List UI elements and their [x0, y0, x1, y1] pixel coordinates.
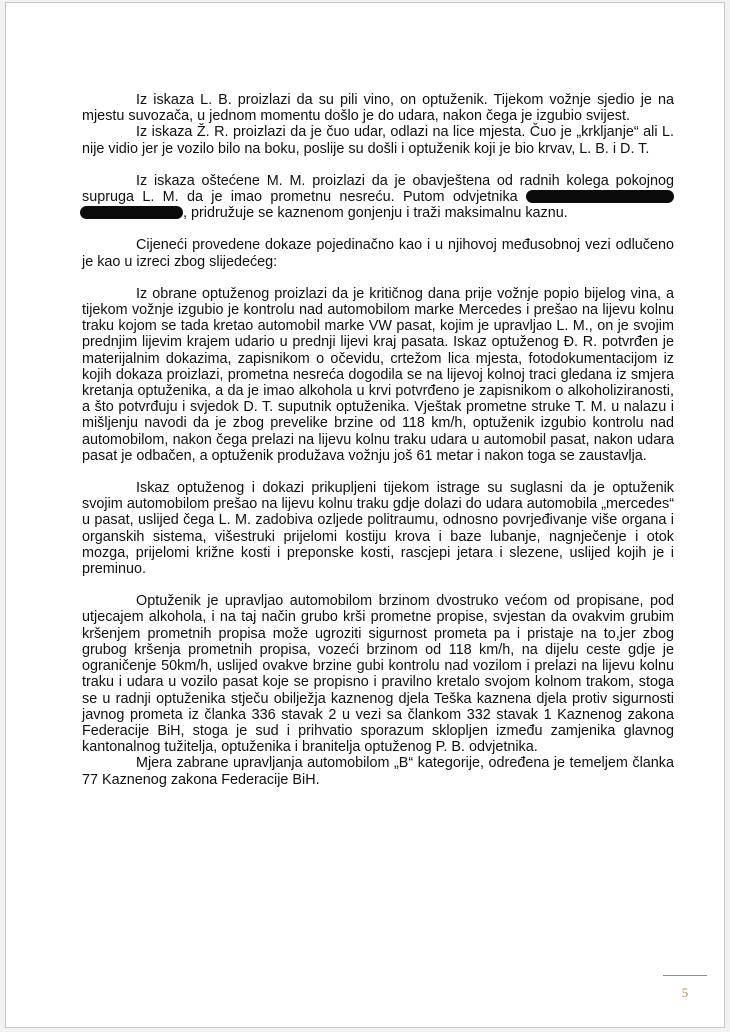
document-page — [5, 2, 725, 1028]
paragraph-investigation: Iskaz optuženog i dokazi prikupljeni tijekom istrage su suglasni da je optuženik svojim automobilom prešao na lijevu kolnu traku gdje dolazi do udara automobila „mercedes“ u pasat, uslijed čega L. M. zadobiva ozljede politraumu, odnosno povrjeđivanje više organa i organskih sistema, višestruki prijelomi kostiju krova i baze lubanje, nagnječenje i otok mozga, prijelomi križne kosti i preponske kosti, rascjepi jetara i slezene, uslijed kojih je i preminuo. — [82, 480, 674, 578]
paragraph-driving-ban: Mjera zabrane upravljanja automobilom „B“ kategorije, određena je temeljem članka 77 Kaznenog zakona Federacije BiH. — [82, 755, 674, 788]
page-number: 5 — [681, 985, 689, 1000]
paragraph-defense: Iz obrane optuženog proizlazi da je kritičnog dana prije vožnje popio bijelog vina, a tijekom vožnje izgubio je kontrolu nad automobilom marke Mercedes i prešao na lijevu kolnu traku kojom se tada kretao automobil marke VW pasat, kojim je upravljao L. M., on je svojim prednjim lijevim krajem udario u prednji lijevi kraj pasata. Iskaz optuženog Đ. R. potvrđen je materijalnim dokazima, zapisnikom o očevidu, crtežom lica mjesta, fotodokumentacijom iz kojih dokaza proizlazi, prometna nesreća dogodila se na lijevoj kolnoj traci gledana iz smjera kretanja optuženika, a da je imao alkohola u krvi potvrđeno je zapisnikom o alkoholiziranosti, a što potvrđuju i svjedok D. T. suputnik optuženika. Vještak prometne struke T. M. u nalazu i mišljenju navodi da je zbog prevelike brzine od 118 km/h, optuženik izgubio kontrolu nad automobilom, nakon čega prelazi na lijevu kolnu traku udara u automobil pasat, nakon udara pasat je odbačen, a optuženik produžava vožnju još 61 metar i nakon toga se zaustavlja. — [82, 285, 674, 464]
paragraph-injured-mm-text-end: , pridružuje se kaznenom gonjenju i traži maksimalnu kaznu. — [183, 205, 568, 222]
spacer — [82, 270, 674, 286]
document-body — [82, 92, 674, 788]
spacer — [82, 577, 674, 593]
spacer — [82, 157, 674, 173]
redaction-bar — [80, 206, 183, 219]
spacer — [82, 221, 674, 237]
paragraph-witness-zr: Iz iskaza Ž. R. proizlazi da je čuo udar, odlazi na lice mjesta. Čuo je „krkljanje“ ali L. nije vidio jer je vozilo bilo na boku, poslije su došli i optuženik koji je bio krvav, L. B. i D. T. — [82, 124, 674, 157]
footer-divider — [663, 975, 707, 976]
paragraph-injured-mm-text-start: Iz iskaza oštećene M. M. proizlazi da je obavještena od radnih kolega pokojnog supruga L. M. da je imao prometnu nesreću. Putom odvjetnika — [82, 172, 674, 206]
paragraph-evaluation: Cijeneći provedene dokaze pojedinačno kao i u njihovoj međusobnoj vezi odlučeno je kao u izreci zbog slijedećeg: — [82, 237, 674, 270]
paragraph-verdict: Optuženik je upravljao automobilom brzinom dvostruko većom od propisane, pod utjecajem alkohola, i na taj način grubo krši prometne propise, svjestan da ovakvim grubim kršenjem prometnih propisa može ugroziti sigurnost prometa pa i pristaje na to,jer zbog grubog kršenja prometnih propisa, vozeći brzinom od 118 km/h, na dijelu ceste gdje je ograničenje 50km/h, uslijed ovakve brzine gubi kontrolu nad vozilom i prelazi na lijevu kolnu traku i udara u vozilo pasat koje se propisno i pravilno kretalo svojom kolnom trakom, stoga se u radnji optuženika stječu obilježja kaznenog djela Teška kaznena djela protiv sigurnosti javnog prometa iz članka 336 stavak 2 u vezi sa člankom 332 stavak 1 Kaznenog zakona Federacije BiH, stoga je sud i prihvatio sporazum sklopljen između zamjenika glavnog kantonalnog tužitelja, optuženika i branitelja optuženog P. B. odvjetnika. — [82, 593, 674, 756]
paragraph-witness-lb: Iz iskaza L. B. proizlazi da su pili vino, on optuženik. Tijekom vožnje sjedio je na mjestu suvozača, u jednom momentu došlo je do udara, nakon čega je izgubio svijest. — [82, 92, 674, 125]
redaction-bar — [526, 190, 674, 203]
paragraph-injured-mm — [82, 173, 674, 222]
spacer — [82, 464, 674, 480]
